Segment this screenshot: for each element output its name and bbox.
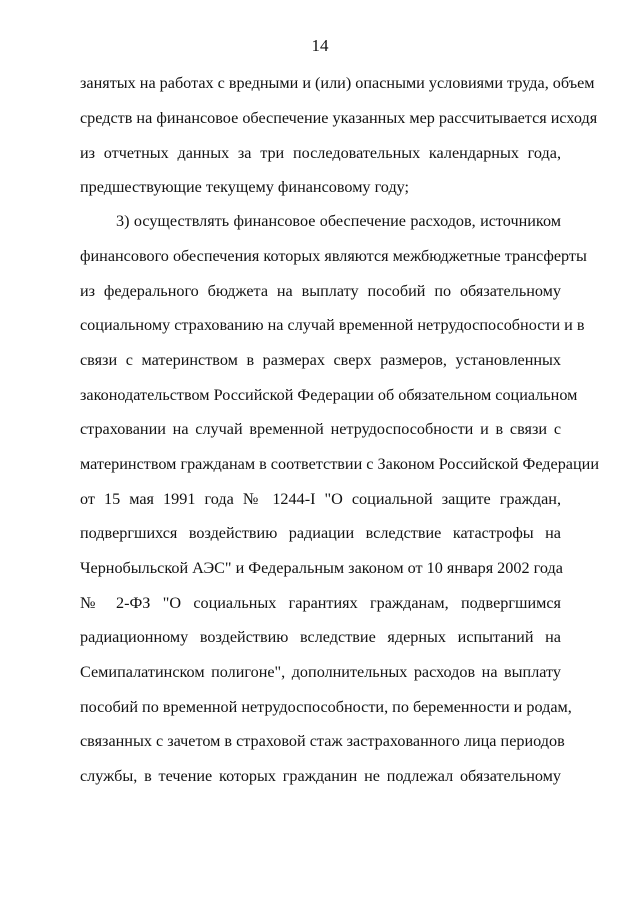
text-line: пособий по временной нетрудоспособности, по беременности и родам, bbox=[80, 698, 572, 716]
text-line: страховании на случай временной нетрудоспособности и в связи с bbox=[80, 420, 561, 438]
text-line: от 15 мая 1991 года № 1244-I "О социальной защите граждан, bbox=[80, 490, 561, 508]
text-line: социальному страхованию на случай временной нетрудоспособности и в bbox=[80, 316, 585, 334]
text-line: подвергшихся воздействию радиации вследствие катастрофы на bbox=[80, 524, 561, 542]
text-line: занятых на работах с вредными и (или) опасными условиями труда, объем bbox=[80, 74, 595, 92]
text-line: Семипалатинском полигоне", дополнительных расходов на выплату bbox=[80, 663, 561, 681]
text-line: предшествующие текущему финансовому году; bbox=[80, 178, 410, 196]
text-line: средств на финансовое обеспечение указанных мер рассчитывается исходя bbox=[80, 109, 598, 127]
text-line: службы, в течение которых гражданин не подлежал обязательному bbox=[80, 767, 561, 785]
text-line: законодательством Российской Федерации об обязательном социальном bbox=[80, 386, 578, 404]
text-line: материнством гражданам в соответствии с Законом Российской Федерации bbox=[80, 455, 599, 473]
text-line: Чернобыльской АЭС" и Федеральным законом от 10 января 2002 года bbox=[80, 559, 563, 577]
text-line: из отчетных данных за три последовательных календарных года, bbox=[80, 144, 561, 162]
text-line: финансового обеспечения которых являются межбюджетные трансферты bbox=[80, 247, 587, 265]
text-line: № 2-ФЗ "О социальных гарантиях гражданам, подвергшимся bbox=[80, 594, 561, 612]
text-line: связи с материнством в размерах сверх размеров, установленных bbox=[80, 351, 561, 369]
page-number: 14 bbox=[311, 36, 329, 55]
text-line: радиационному воздействию вследствие ядерных испытаний на bbox=[80, 628, 561, 646]
text-line: связанных с зачетом в страховой стаж застрахованного лица периодов bbox=[80, 732, 565, 750]
text-line: из федерального бюджета на выплату пособий по обязательному bbox=[80, 282, 561, 300]
paragraph-start-line: 3) осуществлять финансовое обеспечение расходов, источником bbox=[116, 212, 561, 230]
